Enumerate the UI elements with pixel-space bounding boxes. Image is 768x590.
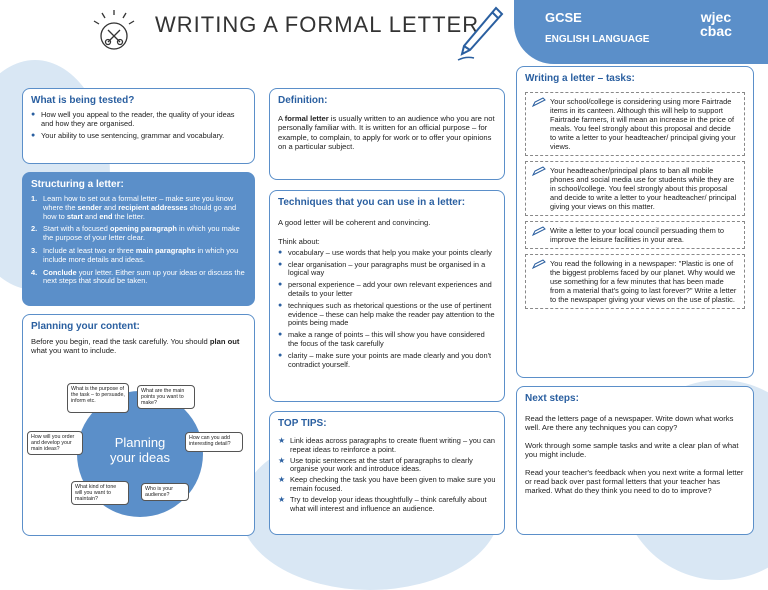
pencil-icon bbox=[532, 226, 546, 236]
subject-label: ENGLISH LANGUAGE bbox=[545, 34, 650, 45]
main-points-box: What are the main points you want to make? bbox=[137, 385, 195, 409]
techniques-think: Think about: bbox=[278, 237, 320, 247]
next-steps-panel bbox=[516, 386, 754, 535]
tips-heading: TOP TIPS: bbox=[278, 418, 327, 429]
techniques-heading: Techniques that you can use in a letter: bbox=[278, 197, 466, 208]
page-title: WRITING A FORMAL LETTER bbox=[155, 12, 480, 37]
tip-item: ★ Try to develop your ideas thoughtfully – think carefully about what will interest and influence an audience. bbox=[278, 496, 496, 514]
next-step-para: Work through some sample tasks and write a clear plan of what you might include. bbox=[525, 440, 739, 460]
definition-heading: Definition: bbox=[278, 95, 328, 106]
techniques-intro: A good letter will be coherent and convincing. bbox=[278, 218, 431, 227]
structuring-steps bbox=[31, 195, 246, 286]
tips-panel bbox=[269, 411, 505, 535]
tested-item: ● How well you appeal to the reader, the quality of your ideas and how they are organised. bbox=[31, 111, 246, 129]
structuring-step: 4. Conclude your letter. Either sum up your ideas or discuss the next steps that should be taken. bbox=[31, 267, 245, 286]
scissors-logo-icon bbox=[88, 8, 140, 52]
mind-map-center-line-2: your ideas bbox=[110, 450, 170, 465]
technique-item: ● clear organisation – your paragraphs must be organised in a logical way bbox=[278, 261, 496, 279]
task-item bbox=[525, 161, 745, 216]
mind-map-center-line-1: Planning bbox=[114, 435, 166, 450]
structuring-step: 1. Learn how to set out a formal letter – make sure you know where the sender and recipient addresses should go and how to start and end the letter. bbox=[31, 194, 237, 221]
pencil-icon bbox=[532, 97, 546, 107]
tasks-heading: Writing a letter – tasks: bbox=[525, 73, 635, 84]
pencil-icon bbox=[532, 259, 546, 269]
planning-mind-map bbox=[29, 377, 250, 527]
purpose-box: What is the purpose of the task – to persuade, inform etc. bbox=[67, 383, 129, 413]
tested-panel bbox=[22, 88, 255, 164]
detail-box: How can you add interesting detail? bbox=[185, 432, 243, 452]
technique-item: ● techniques such as rhetorical questions or the use of pertinent evidence – these can help make the reader pay attention to the points being made bbox=[278, 302, 496, 328]
task-text: Your school/college is considering using more Fairtrade items in its canteen. Although this will help to support Fairtrade farmers, it will mean an increase in the price of meals. You feel strongly about this proposal and decide to write a letter to your headteacher/ principal giving your views. bbox=[550, 97, 736, 151]
task-text: Your headteacher/principal plans to ban all mobile phones and social media use for students while they are in school/college. You feel strongly about this proposal and decide to write a letter to your headteacher/ principal giving your views on this matter. bbox=[550, 166, 737, 211]
task-item bbox=[525, 254, 745, 309]
planning-panel bbox=[22, 314, 255, 536]
logo-line-2: cbac bbox=[700, 23, 732, 39]
technique-item: ● personal experience – add your own relevant experiences and details to your letter bbox=[278, 281, 496, 299]
logo-line-1: wjec bbox=[700, 9, 732, 25]
pencil-icon bbox=[456, 4, 504, 62]
structuring-step: 2. Start with a focused opening paragraph in which you make the purpose of your letter clear. bbox=[31, 224, 240, 243]
next-step-para: Read your teacher's feedback when you next write a formal letter or read back over past formal letters that your teacher has marked. What do they think you need to do to improve? bbox=[525, 467, 744, 496]
structuring-step: 3. Include at least two or three main paragraphs in which you include more details and ideas. bbox=[31, 245, 239, 264]
tip-item: ★ Use topic sentences at the start of paragraphs to clearly organise your work and introduce ideas. bbox=[278, 457, 496, 475]
audience-box: Who is your audience? bbox=[141, 483, 189, 501]
planning-intro: Before you begin, read the task carefully. You should plan out what you want to include. bbox=[31, 337, 240, 356]
technique-item: ● vocabulary – use words that help you make your points clearly bbox=[278, 249, 496, 258]
techniques-list bbox=[278, 249, 496, 370]
next-steps-heading: Next steps: bbox=[525, 393, 579, 404]
task-item bbox=[525, 92, 745, 156]
structuring-panel bbox=[22, 172, 255, 306]
tip-item: ★ Link ideas across paragraphs to create fluent writing – you can repeat ideas to reinforce a point. bbox=[278, 437, 496, 455]
task-text: Write a letter to your local council persuading them to improve the leisure facilities in your area. bbox=[550, 226, 725, 244]
techniques-panel bbox=[269, 190, 505, 402]
technique-item: ● clarity – make sure your points are made clearly and you don't contradict yourself. bbox=[278, 352, 496, 370]
tasks-panel bbox=[516, 66, 754, 378]
order-box: How will you order and develop your main ideas? bbox=[27, 431, 83, 455]
tone-box: What kind of tone will you want to maintain? bbox=[71, 481, 129, 505]
qualification-label: GCSE bbox=[545, 10, 582, 25]
next-step-para: Read the letters page of a newspaper. Write down what works well. Are there any techniques you can copy? bbox=[525, 414, 734, 433]
structuring-heading: Structuring a letter: bbox=[31, 179, 124, 190]
planning-heading: Planning your content: bbox=[31, 321, 140, 332]
task-text: You read the following in a newspaper: "Plastic is one of the biggest problems faced by our planet. Why would we use something for a few minutes that has been made from a material that's going to last forever?" Write a letter to the newspaper giving your views on the use of plastic. bbox=[550, 259, 737, 304]
tested-list bbox=[31, 111, 246, 140]
tips-list bbox=[278, 437, 496, 513]
tip-item: ★ Keep checking the task you have been given to make sure you remain focused. bbox=[278, 476, 496, 494]
tested-heading: What is being tested? bbox=[31, 95, 135, 106]
definition-text: A formal letter is usually written to an audience who you are not personally familiar with. It is written for an official purpose – for example, to complain, to apply for work or to offer your opinions on a particular subject. bbox=[278, 114, 495, 152]
wjec-logo bbox=[700, 10, 732, 38]
tested-item: ● Your ability to use sentencing, grammar and vocabulary. bbox=[31, 132, 246, 141]
definition-panel bbox=[269, 88, 505, 180]
technique-item: ● make a range of points – this will show you have considered the focus of the task carefully bbox=[278, 331, 496, 349]
task-item bbox=[525, 221, 745, 249]
pencil-icon bbox=[532, 166, 546, 176]
